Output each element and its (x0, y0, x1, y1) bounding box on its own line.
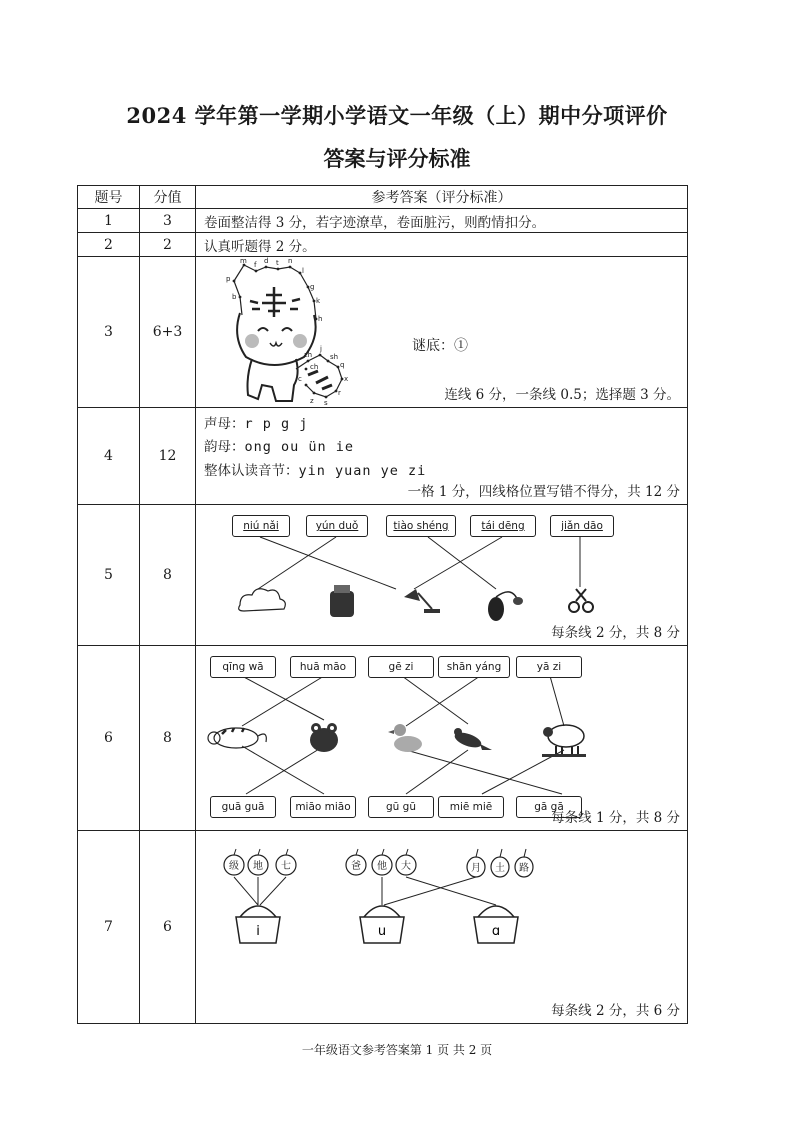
svg-text:g: g (310, 283, 315, 291)
row-num: 1 (78, 209, 140, 233)
shengmu-line (204, 412, 308, 432)
svg-text:x: x (344, 375, 349, 383)
svg-text:j: j (320, 345, 322, 353)
basket-icon (360, 906, 404, 943)
answer-table (77, 185, 688, 1024)
sheep-icon (542, 725, 586, 757)
pear-icon (491, 849, 509, 877)
row-num: 4 (78, 408, 140, 505)
svg-text:sh: sh (330, 353, 339, 361)
page-footer: 一年级语文参考答案第 1 页 共 2 页 (301, 1043, 493, 1057)
header-score: 分值 (140, 186, 196, 209)
apple-icon (396, 849, 416, 875)
cloud-icon (239, 589, 286, 611)
scoring-note: 每条线 1 分，共 8 分 (551, 810, 680, 826)
pinyin-card: gū gū (368, 796, 434, 818)
svg-text:ch: ch (310, 363, 319, 371)
basket-icon (474, 906, 518, 943)
apple-icon (346, 849, 366, 875)
apple-basket-image (196, 831, 688, 1023)
pinyin-card: gā gā (516, 796, 582, 818)
duck-icon (388, 724, 422, 752)
pinyin-card: tiào shéng (386, 515, 456, 537)
row-score: 12 (140, 408, 196, 505)
apple-icon (248, 849, 268, 875)
row-score: 6+3 (140, 257, 196, 408)
svg-text:h: h (318, 315, 323, 323)
row-answer: 认真听题得 2 分。 (196, 233, 688, 257)
shengmu-label: 声母： (204, 416, 245, 432)
basket-label: i (256, 924, 260, 939)
svg-text:zh: zh (304, 351, 313, 359)
svg-text:p: p (226, 275, 231, 283)
pear-icon (515, 849, 533, 877)
row-score: 8 (140, 646, 196, 831)
apple-icon (372, 849, 392, 875)
row-answer (196, 646, 688, 831)
apple-label: 爸 (351, 861, 361, 872)
basket-label: ɑ (491, 924, 501, 939)
row-num: 5 (78, 505, 140, 646)
pinyin-card: miāo miāo (290, 796, 356, 818)
scoring-note: 一格 1 分，四线格位置写错不得分，共 12 分 (407, 484, 680, 500)
pear-label: 路 (519, 863, 529, 874)
pear-label: 月 (471, 863, 481, 874)
apple-label: 他 (377, 861, 387, 872)
table-row (78, 257, 688, 408)
zhengti-values: yin yuan ye zi (298, 463, 427, 479)
riddle-answer: 谜底：① (412, 338, 468, 354)
row-score: 6 (140, 831, 196, 1024)
row-num: 6 (78, 646, 140, 831)
table-row (78, 505, 688, 646)
yunmu-label: 韵母： (204, 439, 245, 455)
row-num: 3 (78, 257, 140, 408)
pear-label: 土 (495, 863, 505, 874)
table-row (78, 408, 688, 505)
svg-text:f: f (254, 261, 257, 269)
header-answer: 参考答案（评分标准） (196, 186, 688, 209)
scoring-note: 每条线 2 分，共 6 分 (551, 1003, 680, 1019)
svg-text:r: r (338, 389, 341, 397)
header-row (78, 186, 688, 209)
frog-icon (310, 723, 338, 752)
apple-label: 级 (229, 861, 239, 872)
jump-rope-icon (488, 592, 523, 621)
pinyin-card: yún duǒ (306, 515, 368, 537)
svg-text:z: z (310, 397, 314, 405)
pinyin-card: shān yáng (438, 656, 510, 678)
row-num: 2 (78, 233, 140, 257)
svg-text:c: c (298, 375, 302, 383)
table-row (78, 209, 688, 233)
shengmu-values: r p g j (244, 416, 309, 432)
scoring-note: 连线 6 分，一条线 0.5；选择题 3 分。 (444, 387, 680, 403)
svg-text:d: d (264, 257, 269, 265)
row-score: 3 (140, 209, 196, 233)
header-num: 题号 (78, 186, 140, 209)
lamp-icon (404, 589, 440, 613)
apple-label: 地 (253, 861, 263, 872)
cat-icon (208, 728, 266, 748)
svg-text:q: q (340, 361, 345, 369)
zhengti-label: 整体认读音节： (204, 463, 299, 479)
svg-text:n: n (288, 257, 293, 265)
yunmu-values: ong ou ün ie (244, 439, 355, 455)
basket-icon (236, 906, 280, 943)
pinyin-card: gē zi (368, 656, 434, 678)
pinyin-card: tái dēng (470, 515, 536, 537)
table-row (78, 646, 688, 831)
pinyin-card: niú nǎi (232, 515, 290, 537)
svg-text:k: k (316, 297, 321, 305)
pinyin-card: qīng wā (210, 656, 276, 678)
yunmu-line (204, 435, 354, 455)
row-score: 8 (140, 505, 196, 646)
pinyin-card: jiǎn dāo (550, 515, 614, 537)
page-title: 2024 学年第一学期小学语文一年级（上）期中分项评价 (126, 103, 668, 128)
apple-icon (276, 849, 296, 875)
table-row (78, 831, 688, 1024)
pinyin-card: guā guā (210, 796, 276, 818)
row-answer: 卷面整洁得 3 分，若字迹潦草，卷面脏污，则酌情扣分。 (196, 209, 688, 233)
row-answer (196, 257, 688, 408)
row-answer (196, 831, 688, 1024)
basket-label: u (377, 924, 387, 939)
zhengti-line (204, 459, 426, 479)
page-subtitle: 答案与评分标准 (323, 146, 471, 171)
pinyin-card: miē miē (438, 796, 504, 818)
apple-label: 大 (401, 861, 411, 872)
milk-icon (330, 591, 354, 617)
apple-icon (224, 849, 244, 875)
table-row (78, 233, 688, 257)
row-answer (196, 505, 688, 646)
svg-text:t: t (276, 259, 279, 267)
scissors-icon (569, 589, 593, 612)
svg-text:m: m (240, 257, 247, 265)
row-answer (196, 408, 688, 505)
svg-text:s: s (324, 399, 328, 407)
pinyin-card: yā zi (516, 656, 582, 678)
pinyin-card: huā māo (290, 656, 356, 678)
svg-text:b: b (232, 293, 237, 301)
apple-label: 七 (281, 861, 291, 872)
row-score: 2 (140, 233, 196, 257)
pear-icon (467, 849, 485, 877)
scoring-note: 每条线 2 分，共 8 分 (551, 625, 680, 641)
row-num: 7 (78, 831, 140, 1024)
pigeon-icon (453, 728, 492, 750)
svg-text:l: l (302, 267, 304, 275)
